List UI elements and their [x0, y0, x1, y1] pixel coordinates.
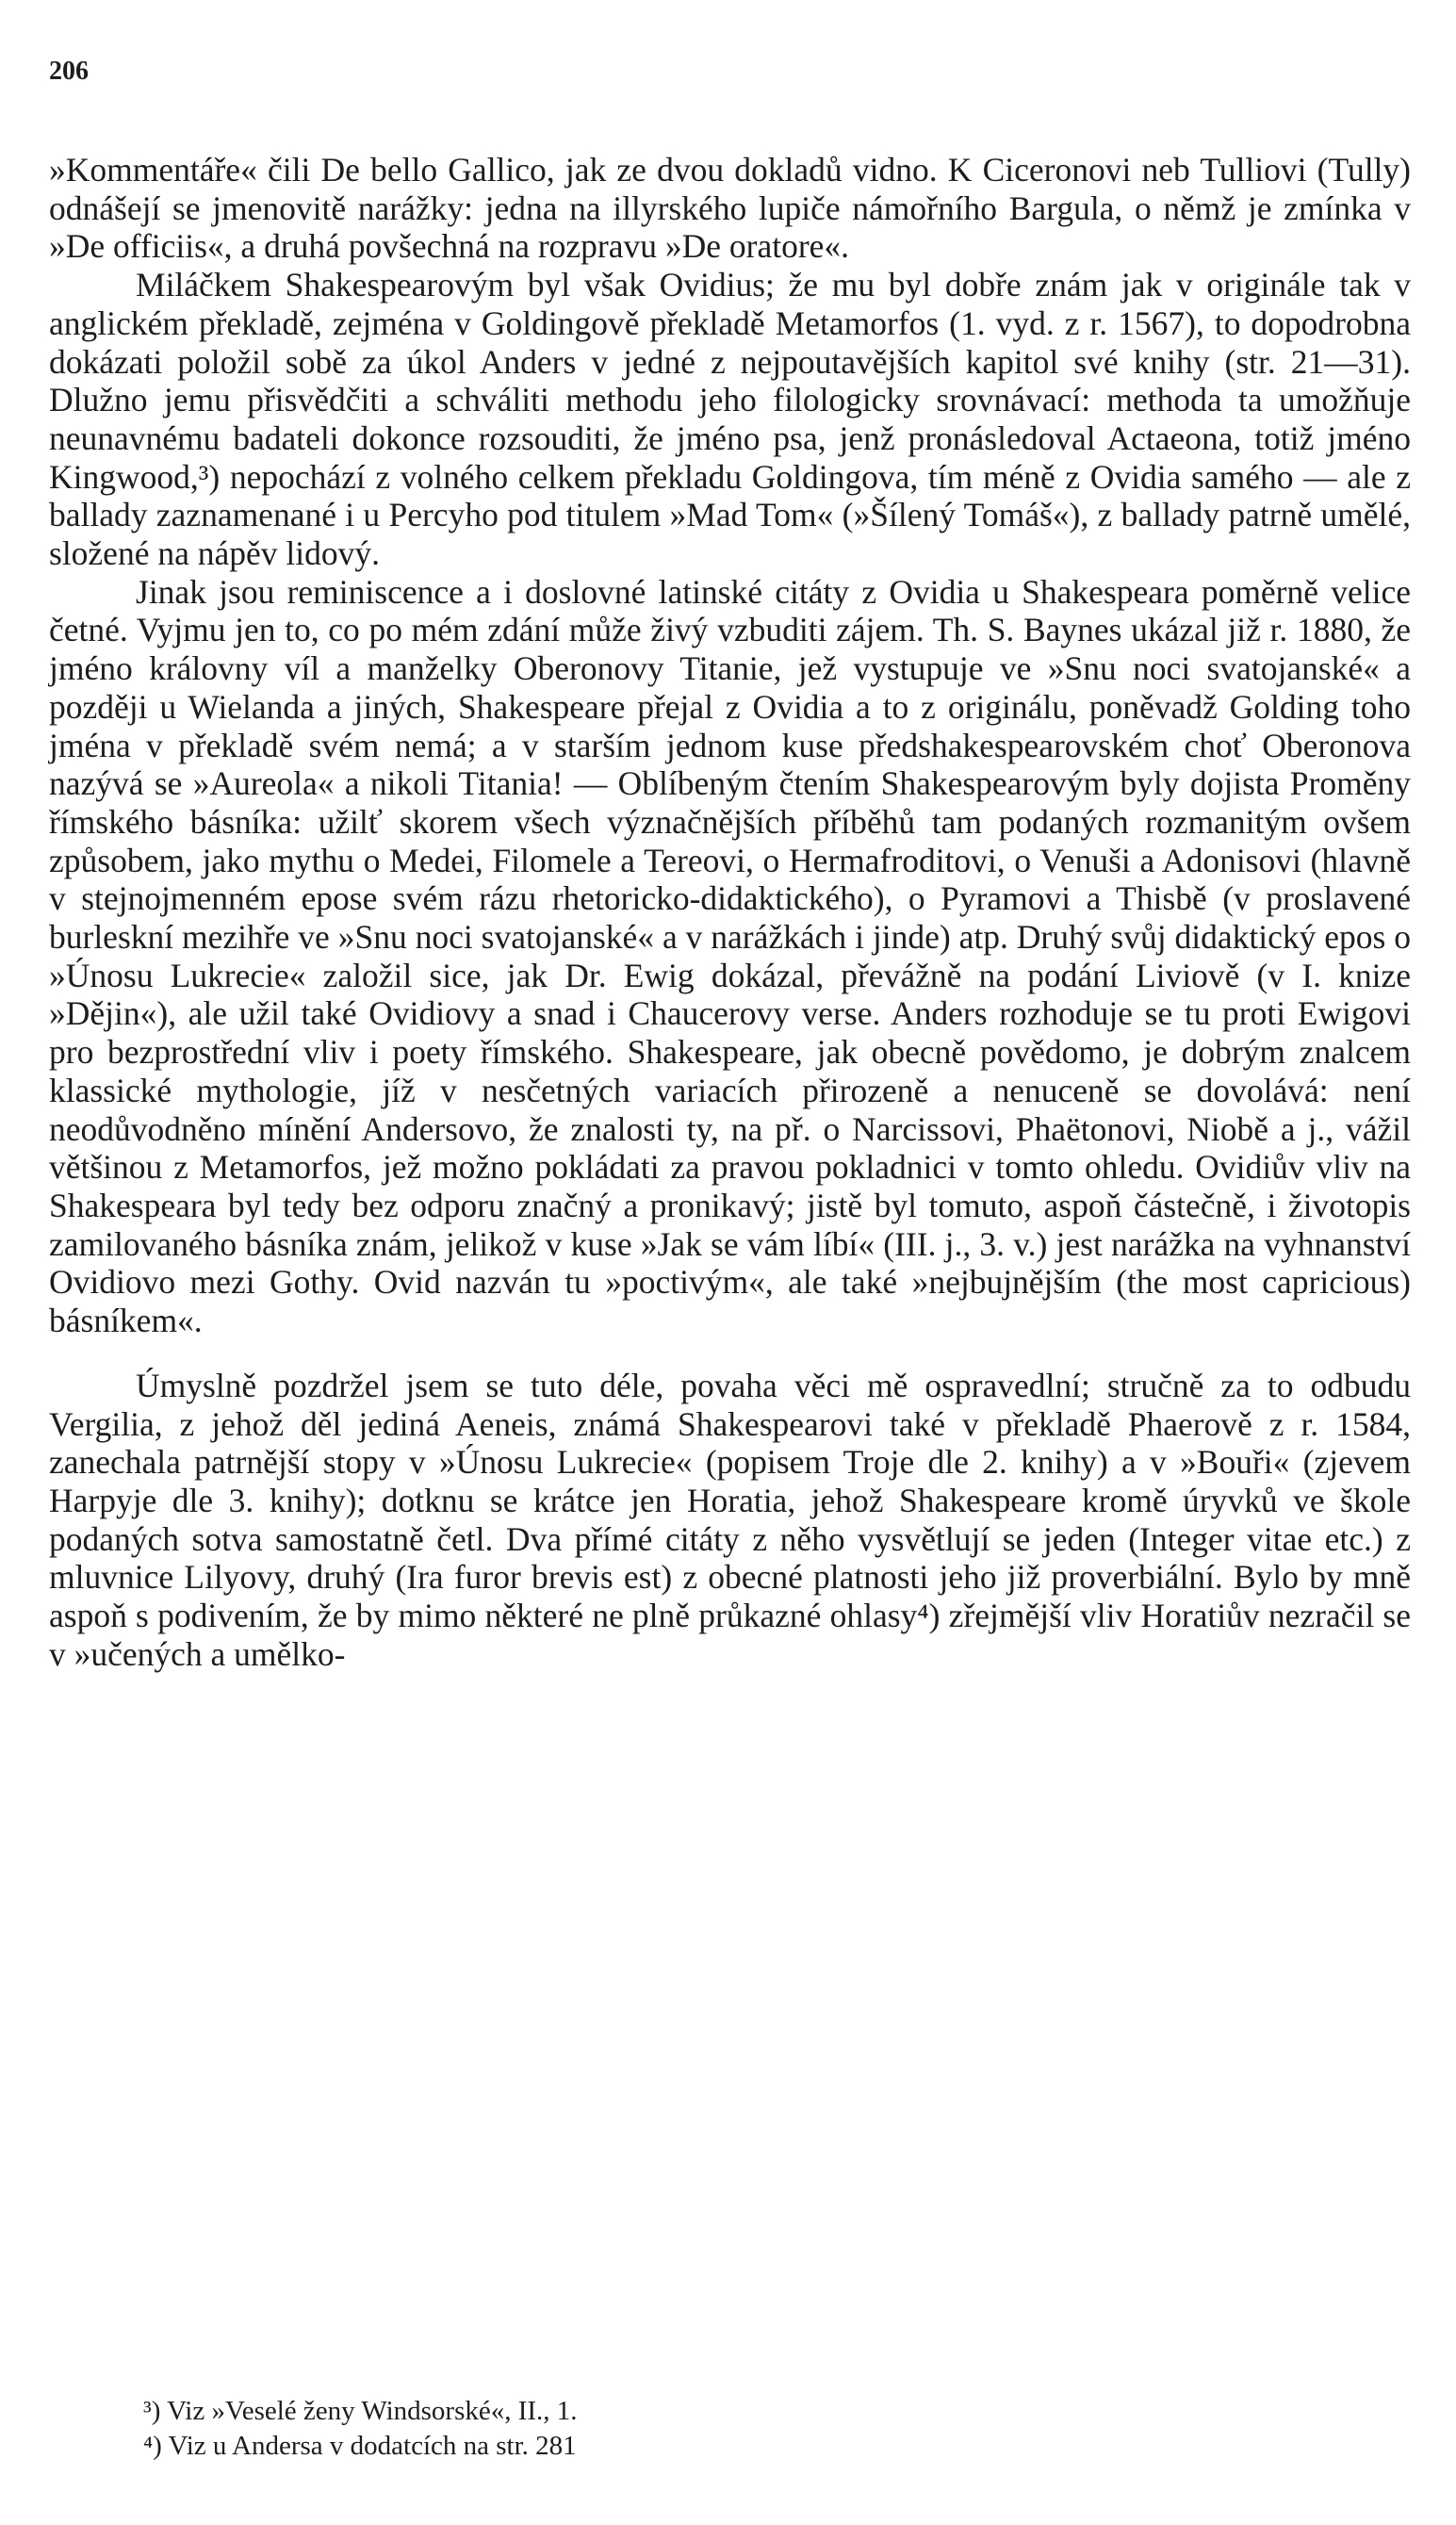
footnotes	[49, 2394, 1411, 2464]
paragraph-2: Miláčkem Shakespearovým byl však Ovidius; že mu byl dobře znám jak v originále tak v anglickém překladě, zejména v Goldingově překladě Metamorfos (1. vyd. z r. 1567), to dopodrobna dokázati položil sobě za úkol Anders v jedné z nejpoutavějších kapitol své knihy (str. 21—31). Dlužno jemu přisvědčiti a schváliti methodu jeho filologicky srovnávací: methoda ta umožňuje neunavnému badateli dokonce rozsouditi, že jméno psa, jenž pronásledoval Actaeona, totiž jméno Kingwood,³) nepochází z volného celkem překladu Goldingova, tím méně z Ovidia samého — ale z ballady zaznamenané i u Percyho pod titulem »Mad Tom« (»Šílený Tomáš«), z ballady patrně umělé, složené na nápěv lidový.	[49, 266, 1411, 573]
body-text	[49, 151, 1411, 1673]
paragraph-1: »Kommentáře« čili De bello Gallico, jak ze dvou dokladů vidno. K Ciceronovi neb Tulliovi (Tully) odnášejí se jmenovitě narážky: jedna na illyrského lupiče námořního Bargula, o němž je zmínka v »De officiis«, a druhá povšechná na rozpravu »De oratore«.	[49, 151, 1411, 266]
footnote-mark: ³)	[143, 2396, 161, 2426]
paragraph-3: Jinak jsou reminiscence a i doslovné latinské citáty z Ovidia u Shakespeara poměrně velice četné. Vyjmu jen to, co po mém zdání může živý vzbuditi zájem. Th. S. Baynes ukázal již r. 1880, že jméno královny víl a manželky Oberonovy Titanie, jež vystupuje ve »Snu noci svatojanské« a později u Wielanda a jiných, Shakespeare přejal z Ovidia a to z originálu, poněvadž Golding toho jména v překladě svém nemá; a v starším jednom kuse předshakespearovském choť Oberonova nazývá se »Aureola« a nikoli Titania! — Oblíbeným čtením Shakespearovým byly dojista Proměny římského básníka: užilť skorem všech význačnějších příběhů tam podaných rozmanitým ovšem způsobem, jako mythu o Medei, Filomele a Tereovi, o Hermafroditovi, o Venuši a Adonisovi (hlavně v stejnojmenném epose svém rázu rhetoricko-didaktického), o Pyramovi a Thisbě (v proslavené burleskní mezihře ve »Snu noci svatojanské« a v narážkách i jinde) atp. Druhý svůj didaktický epos o »Únosu Lukrecie« založil sice, jak Dr. Ewig dokázal, převážně na podání Liviově (v I. knize »Dějin«), ale užil také Ovidiovy a snad i Chaucerovy verse. Anders rozhoduje se tu proti Ewigovi pro bezprostřední vliv i poety římského. Shakespeare, jak obecně povědomo, je dobrým znalcem klassické mythologie, jíž v nesčetných variacích přirozeně a nenuceně se dovolává: není neodůvodněno mínění Andersovo, že znalosti ty, na př. o Narcissovi, Phaëtonovi, Niobě a j., vážil většinou z Metamorfos, jež možno pokládati za pravou pokladnici v tomto ohledu. Ovidiův vliv na Shakespeara byl tedy bez odporu značný a pronikavý; jistě byl tomuto, aspoň částečně, i životopis zamilovaného básníka znám, jelikož v kuse »Jak se vám líbí« (III. j., 3. v.) jest narážka na vyhnanství Ovidiovo mezi Gothy. Ovid nazván tu »poctivým«, ale také »nejbujnějším (the most capricious) básníkem«.	[49, 572, 1411, 1340]
footnote-text: Viz »Veselé ženy Windsorské«, II., 1.	[167, 2396, 578, 2426]
footnote-3	[49, 2394, 1411, 2429]
footnote-mark: ⁴)	[143, 2431, 162, 2461]
paragraph-4: Úmyslně pozdržel jsem se tuto déle, povaha věci mě ospravedlní; stručně za to odbudu Vergilia, z jehož děl jediná Aeneis, známá Shakespearovi také v překladě Phaerově z r. 1584, zanechala patrnější stopy v »Únosu Lukrecie« (popisem Troje dle 2. knihy) a v »Bouři« (zjevem Harpyje dle 3. knihy); dotknu se krátce jen Horatia, jehož Shakespeare kromě úryvků ve škole podaných sotva samostatně četl. Dva přímé citáty z něho vysvětlují se jeden (Integer vitae etc.) z mluvnice Lilyovy, druhý (Ira furor brevis est) z obecné platnosti jeho již proverbiální. Bylo by mně aspoň s podivením, že by mimo některé ne plně průkazné ohlasy⁴) zřejmější vliv Horatiův nezračil se v »učených a umělko-	[49, 1366, 1411, 1673]
footnote-text: Viz u Andersa v dodatcích na str. 281	[168, 2431, 577, 2461]
page-number: 206	[49, 57, 89, 86]
footnote-4	[49, 2429, 1411, 2464]
